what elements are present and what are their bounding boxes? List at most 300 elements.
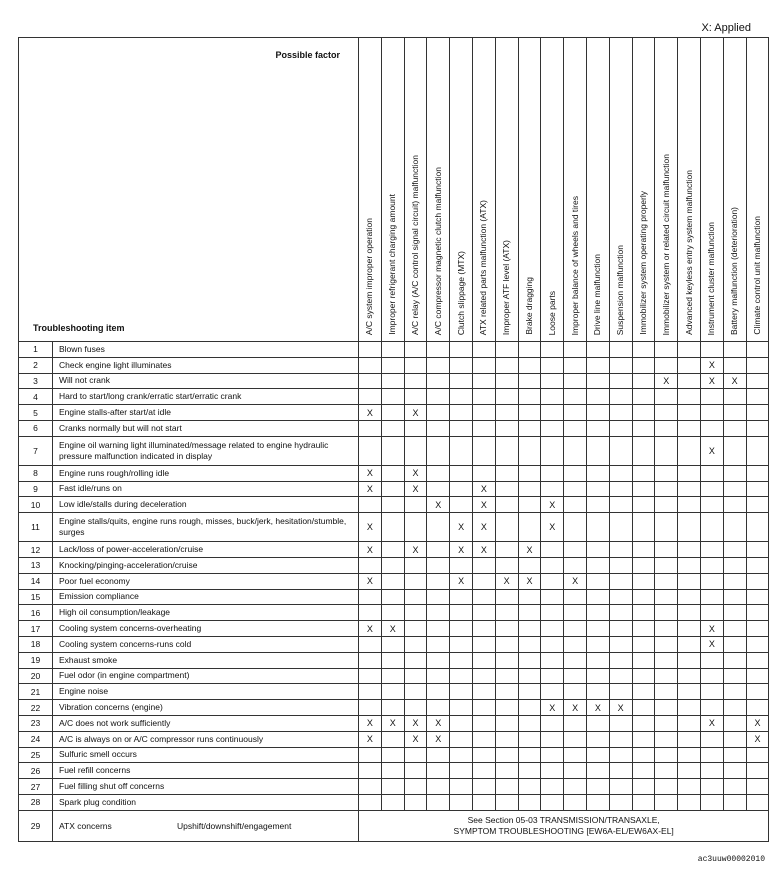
empty-cell: [609, 405, 632, 421]
empty-cell: [404, 497, 427, 513]
empty-cell: [746, 357, 769, 373]
applied-mark: X: [404, 481, 427, 497]
empty-cell: [427, 605, 450, 621]
empty-cell: [381, 779, 404, 795]
empty-cell: [746, 420, 769, 436]
empty-cell: [518, 700, 541, 716]
empty-cell: [700, 573, 723, 589]
empty-cell: [723, 513, 746, 542]
row-item: Cranks normally but will not start: [53, 420, 359, 436]
factor-label: Instrument cluster malfunction: [706, 221, 717, 335]
row-number: 14: [19, 573, 53, 589]
row-item: Engine oil warning light illuminated/message related to engine hydraulic pressure malfunction indicated in display: [53, 436, 359, 465]
empty-cell: [746, 747, 769, 763]
empty-cell: [746, 700, 769, 716]
empty-cell: [404, 420, 427, 436]
empty-cell: [518, 779, 541, 795]
row-number: 25: [19, 747, 53, 763]
empty-cell: [450, 465, 473, 481]
empty-cell: [723, 731, 746, 747]
empty-cell: [655, 513, 678, 542]
empty-cell: [518, 589, 541, 605]
factor-header: [381, 38, 404, 342]
empty-cell: [632, 684, 655, 700]
empty-cell: [655, 389, 678, 405]
empty-cell: [564, 621, 587, 637]
table-row: [19, 497, 769, 513]
empty-cell: [678, 715, 701, 731]
empty-cell: [472, 794, 495, 810]
empty-cell: [632, 605, 655, 621]
empty-cell: [359, 668, 382, 684]
empty-cell: [632, 573, 655, 589]
factor-header: [404, 38, 427, 342]
factor-label: Immobilizer system operating properly: [637, 191, 648, 335]
empty-cell: [472, 605, 495, 621]
empty-cell: [541, 465, 564, 481]
empty-cell: [723, 357, 746, 373]
empty-cell: [632, 763, 655, 779]
empty-cell: [359, 497, 382, 513]
row-item: A/C is always on or A/C compressor runs continuously: [53, 731, 359, 747]
empty-cell: [586, 357, 609, 373]
empty-cell: [723, 684, 746, 700]
empty-cell: [518, 513, 541, 542]
row-item: Fuel refill concerns: [53, 763, 359, 779]
troubleshooting-item-label: Troubleshooting item: [33, 323, 125, 333]
empty-cell: [381, 700, 404, 716]
empty-cell: [427, 357, 450, 373]
empty-cell: [723, 557, 746, 573]
empty-cell: [723, 465, 746, 481]
empty-cell: [564, 731, 587, 747]
empty-cell: [541, 779, 564, 795]
header-row: [19, 38, 769, 342]
empty-cell: [564, 636, 587, 652]
empty-cell: [609, 763, 632, 779]
empty-cell: [541, 652, 564, 668]
empty-cell: [564, 684, 587, 700]
row-item: Engine stalls-after start/at idle: [53, 405, 359, 421]
empty-cell: [564, 747, 587, 763]
empty-cell: [746, 557, 769, 573]
empty-cell: [518, 668, 541, 684]
row-item: Fuel odor (in engine compartment): [53, 668, 359, 684]
empty-cell: [723, 652, 746, 668]
empty-cell: [586, 373, 609, 389]
empty-cell: [427, 668, 450, 684]
empty-cell: [723, 542, 746, 558]
empty-cell: [381, 513, 404, 542]
empty-cell: [450, 557, 473, 573]
empty-cell: [541, 573, 564, 589]
applied-mark: X: [404, 542, 427, 558]
empty-cell: [655, 420, 678, 436]
empty-cell: [632, 497, 655, 513]
empty-cell: [632, 389, 655, 405]
applied-mark: X: [541, 513, 564, 542]
applied-mark: X: [359, 573, 382, 589]
applied-mark: X: [427, 731, 450, 747]
factor-header: [632, 38, 655, 342]
empty-cell: [450, 436, 473, 465]
empty-cell: [655, 652, 678, 668]
empty-cell: [381, 542, 404, 558]
empty-cell: [541, 763, 564, 779]
empty-cell: [609, 465, 632, 481]
empty-cell: [723, 700, 746, 716]
empty-cell: [472, 557, 495, 573]
empty-cell: [586, 542, 609, 558]
empty-cell: [678, 652, 701, 668]
empty-cell: [655, 497, 678, 513]
row-item: Spark plug condition: [53, 794, 359, 810]
factor-label: A/C relay (A/C control signal circuit) malfunction: [409, 155, 420, 335]
empty-cell: [450, 636, 473, 652]
applied-mark: X: [472, 497, 495, 513]
applied-mark: X: [541, 700, 564, 716]
empty-cell: [700, 481, 723, 497]
empty-cell: [655, 668, 678, 684]
empty-cell: [632, 731, 655, 747]
empty-cell: [518, 342, 541, 358]
empty-cell: [564, 652, 587, 668]
table-row: [19, 700, 769, 716]
table-row: [19, 605, 769, 621]
empty-cell: [632, 373, 655, 389]
empty-cell: [495, 481, 518, 497]
empty-cell: [404, 652, 427, 668]
factor-label: Immobilizer system or related circuit malfunction: [660, 153, 671, 335]
empty-cell: [495, 513, 518, 542]
empty-cell: [609, 436, 632, 465]
empty-cell: [404, 700, 427, 716]
empty-cell: [746, 636, 769, 652]
empty-cell: [472, 636, 495, 652]
empty-cell: [609, 668, 632, 684]
empty-cell: [700, 497, 723, 513]
empty-cell: [564, 542, 587, 558]
empty-cell: [723, 405, 746, 421]
table-row: [19, 389, 769, 405]
empty-cell: [723, 420, 746, 436]
empty-cell: [609, 481, 632, 497]
empty-cell: [541, 715, 564, 731]
row-number: 18: [19, 636, 53, 652]
row-number: 9: [19, 481, 53, 497]
see-section-note: [359, 810, 769, 841]
empty-cell: [586, 405, 609, 421]
empty-cell: [586, 605, 609, 621]
empty-cell: [632, 436, 655, 465]
applied-legend: X: Applied: [701, 22, 751, 34]
empty-cell: [655, 684, 678, 700]
empty-cell: [472, 420, 495, 436]
empty-cell: [359, 684, 382, 700]
empty-cell: [746, 794, 769, 810]
empty-cell: [564, 715, 587, 731]
empty-cell: [723, 481, 746, 497]
applied-mark: X: [700, 715, 723, 731]
empty-cell: [495, 700, 518, 716]
empty-cell: [678, 700, 701, 716]
empty-cell: [541, 605, 564, 621]
empty-cell: [518, 357, 541, 373]
empty-cell: [746, 668, 769, 684]
empty-cell: [723, 605, 746, 621]
empty-cell: [632, 557, 655, 573]
empty-cell: [518, 605, 541, 621]
empty-cell: [427, 542, 450, 558]
empty-cell: [495, 465, 518, 481]
factor-header: [723, 38, 746, 342]
applied-mark: X: [700, 436, 723, 465]
empty-cell: [678, 573, 701, 589]
empty-cell: [450, 605, 473, 621]
empty-cell: [723, 668, 746, 684]
row-number: 7: [19, 436, 53, 465]
empty-cell: [541, 436, 564, 465]
empty-cell: [746, 779, 769, 795]
empty-cell: [518, 420, 541, 436]
table-row: [19, 342, 769, 358]
empty-cell: [541, 621, 564, 637]
empty-cell: [746, 389, 769, 405]
empty-cell: [427, 700, 450, 716]
empty-cell: [655, 573, 678, 589]
empty-cell: [541, 420, 564, 436]
table-row: [19, 731, 769, 747]
empty-cell: [472, 731, 495, 747]
empty-cell: [359, 420, 382, 436]
empty-cell: [404, 373, 427, 389]
table-row: [19, 557, 769, 573]
empty-cell: [472, 573, 495, 589]
empty-cell: [450, 589, 473, 605]
empty-cell: [404, 573, 427, 589]
empty-cell: [495, 436, 518, 465]
empty-cell: [404, 605, 427, 621]
empty-cell: [586, 573, 609, 589]
row-number: 23: [19, 715, 53, 731]
row-number: 1: [19, 342, 53, 358]
empty-cell: [678, 747, 701, 763]
empty-cell: [427, 573, 450, 589]
table-row: [19, 420, 769, 436]
empty-cell: [723, 389, 746, 405]
empty-cell: [450, 373, 473, 389]
row-number: 19: [19, 652, 53, 668]
empty-cell: [541, 357, 564, 373]
empty-cell: [404, 763, 427, 779]
row-number: 10: [19, 497, 53, 513]
empty-cell: [655, 481, 678, 497]
empty-cell: [381, 342, 404, 358]
empty-cell: [678, 357, 701, 373]
row-number: 11: [19, 513, 53, 542]
row-number: 3: [19, 373, 53, 389]
empty-cell: [472, 715, 495, 731]
empty-cell: [678, 684, 701, 700]
row-number: 16: [19, 605, 53, 621]
empty-cell: [564, 763, 587, 779]
empty-cell: [700, 652, 723, 668]
empty-cell: [359, 357, 382, 373]
applied-mark: X: [700, 373, 723, 389]
empty-cell: [586, 589, 609, 605]
empty-cell: [586, 497, 609, 513]
empty-cell: [609, 573, 632, 589]
empty-cell: [632, 420, 655, 436]
empty-cell: [678, 497, 701, 513]
empty-cell: [586, 731, 609, 747]
applied-mark: X: [495, 573, 518, 589]
applied-mark: X: [359, 405, 382, 421]
empty-cell: [518, 465, 541, 481]
empty-cell: [564, 436, 587, 465]
table-row: [19, 542, 769, 558]
empty-cell: [541, 342, 564, 358]
empty-cell: [678, 513, 701, 542]
empty-cell: [472, 436, 495, 465]
empty-cell: [678, 405, 701, 421]
applied-mark: X: [723, 373, 746, 389]
empty-cell: [495, 557, 518, 573]
empty-cell: [564, 513, 587, 542]
empty-cell: [472, 589, 495, 605]
empty-cell: [518, 652, 541, 668]
factor-header: [495, 38, 518, 342]
empty-cell: [564, 420, 587, 436]
empty-cell: [564, 465, 587, 481]
empty-cell: [700, 779, 723, 795]
empty-cell: [495, 589, 518, 605]
troubleshooting-table: [18, 37, 769, 842]
empty-cell: [609, 605, 632, 621]
factor-label: Advanced keyless entry system malfunction: [683, 170, 694, 335]
empty-cell: [495, 684, 518, 700]
empty-cell: [541, 557, 564, 573]
empty-cell: [609, 513, 632, 542]
row-item: Check engine light illuminates: [53, 357, 359, 373]
empty-cell: [564, 779, 587, 795]
applied-mark: X: [359, 731, 382, 747]
empty-cell: [495, 621, 518, 637]
empty-cell: [632, 542, 655, 558]
table-body: [19, 342, 769, 842]
empty-cell: [700, 465, 723, 481]
empty-cell: [655, 779, 678, 795]
empty-cell: [609, 779, 632, 795]
empty-cell: [609, 557, 632, 573]
empty-cell: [586, 621, 609, 637]
applied-mark: X: [472, 513, 495, 542]
applied-mark: X: [518, 542, 541, 558]
empty-cell: [495, 542, 518, 558]
empty-cell: [381, 405, 404, 421]
table-row: [19, 684, 769, 700]
row-item: A/C does not work sufficiently: [53, 715, 359, 731]
empty-cell: [427, 513, 450, 542]
applied-mark: X: [404, 731, 427, 747]
empty-cell: [586, 342, 609, 358]
empty-cell: [609, 420, 632, 436]
empty-cell: [678, 481, 701, 497]
factor-label: Improper refrigerant charging amount: [387, 194, 398, 335]
empty-cell: [632, 621, 655, 637]
empty-cell: [586, 715, 609, 731]
empty-cell: [518, 497, 541, 513]
empty-cell: [518, 373, 541, 389]
applied-mark: X: [472, 542, 495, 558]
applied-mark: X: [359, 715, 382, 731]
row-item: Cooling system concerns-runs cold: [53, 636, 359, 652]
empty-cell: [472, 700, 495, 716]
empty-cell: [723, 779, 746, 795]
table-row: [19, 373, 769, 389]
empty-cell: [700, 700, 723, 716]
factor-header: [518, 38, 541, 342]
empty-cell: [541, 542, 564, 558]
empty-cell: [723, 436, 746, 465]
empty-cell: [586, 652, 609, 668]
empty-cell: [450, 747, 473, 763]
empty-cell: [655, 542, 678, 558]
empty-cell: [404, 747, 427, 763]
empty-cell: [700, 589, 723, 605]
row-number: 8: [19, 465, 53, 481]
empty-cell: [700, 342, 723, 358]
empty-cell: [678, 621, 701, 637]
applied-mark: X: [359, 465, 382, 481]
row-number: 27: [19, 779, 53, 795]
empty-cell: [564, 389, 587, 405]
empty-cell: [655, 700, 678, 716]
row-number: 24: [19, 731, 53, 747]
empty-cell: [518, 794, 541, 810]
empty-cell: [450, 684, 473, 700]
empty-cell: [746, 542, 769, 558]
row-number: 28: [19, 794, 53, 810]
empty-cell: [381, 747, 404, 763]
empty-cell: [723, 573, 746, 589]
empty-cell: [655, 747, 678, 763]
empty-cell: [746, 513, 769, 542]
empty-cell: [381, 573, 404, 589]
empty-cell: [678, 763, 701, 779]
factor-label: Climate control unit malfunction: [751, 216, 762, 335]
empty-cell: [609, 357, 632, 373]
row-item: Poor fuel economy: [53, 573, 359, 589]
empty-cell: [700, 794, 723, 810]
applied-mark: X: [700, 621, 723, 637]
empty-cell: [632, 652, 655, 668]
applied-mark: X: [359, 481, 382, 497]
empty-cell: [564, 605, 587, 621]
factor-header: [655, 38, 678, 342]
empty-cell: [427, 684, 450, 700]
empty-cell: [541, 636, 564, 652]
empty-cell: [609, 652, 632, 668]
empty-cell: [450, 731, 473, 747]
row-item: Lack/loss of power-acceleration/cruise: [53, 542, 359, 558]
table-row: [19, 779, 769, 795]
row-item: Engine stalls/quits, engine runs rough, misses, buck/jerk, hesitation/stumble, surges: [53, 513, 359, 542]
table-row: [19, 652, 769, 668]
empty-cell: [518, 436, 541, 465]
empty-cell: [700, 557, 723, 573]
empty-cell: [746, 405, 769, 421]
